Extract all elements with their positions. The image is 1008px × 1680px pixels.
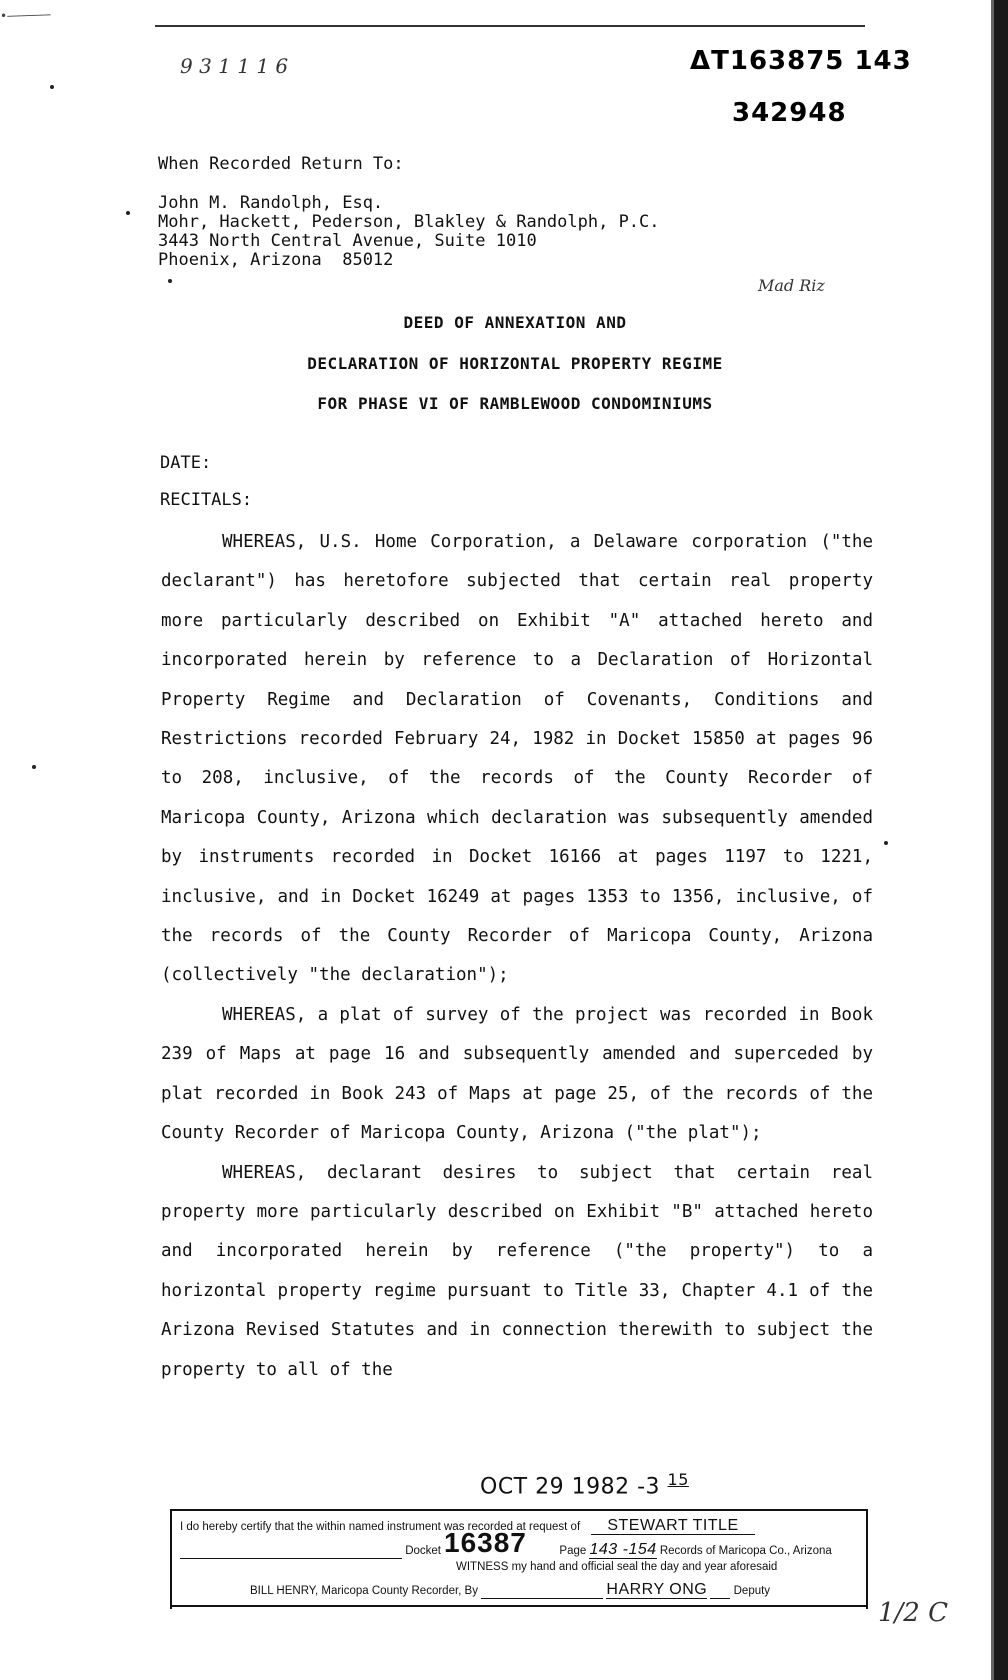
top-scribble: •—————— — [0, 7, 51, 23]
recital-paragraph: WHEREAS, a plat of survey of the project was recorded in Book 239 of Maps at page 16 and subsequently amended and superceded by plat recorded in Book 243 of Maps at page 25, of the records of the County Recorder of Maricopa County, Arizona ("the plat"); — [161, 1004, 873, 1144]
recording-stamp-number: ΔΤ163875 143 — [690, 46, 912, 76]
received-time-separator: -3 — [637, 1474, 661, 1500]
page-label: Page — [559, 1545, 587, 1557]
return-to-line: John M. Randolph, Esq. — [158, 193, 384, 213]
return-to-heading: When Recorded Return To: — [158, 154, 404, 174]
recording-stamp-number-2: 342948 — [732, 98, 847, 128]
scan-edge-shadow — [991, 0, 994, 1680]
certificate-foot — [170, 1603, 868, 1609]
blank-line — [710, 1584, 730, 1599]
records-text: Records of Maricopa Co., Arizona — [659, 1545, 832, 1557]
recorder-certificate — [170, 1509, 868, 1607]
docket-label: Docket — [405, 1545, 441, 1557]
blank-line — [481, 1584, 603, 1599]
received-minutes: 15 — [667, 1470, 689, 1489]
recorder-text: BILL HENRY, Maricopa County Recorder, By — [250, 1585, 478, 1597]
requested-by: STEWART TITLE — [591, 1517, 754, 1535]
scan-speck — [126, 211, 130, 215]
recital-paragraph: WHEREAS, U.S. Home Corporation, a Delaware corporation ("the declarant") has heretofore subjected that certain real property more particularly described on Exhibit "A" attached hereto and incorporated herein by reference to a Declaration of Horizontal Property Regime and Declaration of Covenants, Conditions and Restrictions recorded February 24, 1982 in Docket 15850 at pages 96 to 208, inclusive, of the records of the County Recorder of Maricopa County, Arizona which declaration was subsequently amended by instruments recorded in Docket 16166 at pages 1197 to 1221, inclusive, and in Docket 16249 at pages 1353 to 1356, inclusive, of the records of the County Recorder of Maricopa County, Arizona (collectively "the declaration"); — [161, 532, 873, 986]
return-to-line: Phoenix, Arizona 85012 — [158, 250, 394, 270]
return-to-line: Mohr, Hackett, Pederson, Blakley & Randolph, P.C. — [158, 212, 660, 232]
received-date-stamp — [480, 1470, 689, 1499]
docket-number: 16387 — [444, 1527, 527, 1558]
deputy-name: HARRY ONG — [606, 1581, 708, 1598]
return-to-line: 3443 North Central Avenue, Suite 1010 — [158, 231, 537, 251]
blank-line — [180, 1544, 402, 1559]
page-range: 143 -154 — [589, 1541, 657, 1558]
recitals-body — [161, 523, 873, 1390]
scan-speck — [32, 765, 36, 769]
deputy-label: Deputy — [733, 1585, 771, 1597]
date-label: DATE: — [160, 453, 212, 473]
document-title-line3: FOR PHASE VI OF RAMBLEWOOD CONDOMINIUMS — [317, 394, 713, 413]
certify-text: I do hereby certify that the within named instrument was recorded at request of — [180, 1521, 581, 1533]
scan-speck — [50, 85, 54, 89]
handwritten-number: 9 3 1 1 1 6 — [180, 54, 289, 78]
margin-initials: Mad Riz — [758, 276, 825, 295]
scan-edge-bar — [994, 0, 1008, 1680]
document-title-line1: DEED OF ANNEXATION AND — [403, 313, 627, 332]
recitals-label: RECITALS: — [160, 490, 253, 510]
recital-paragraph: WHEREAS, declarant desires to subject that certain real property more particularly described on Exhibit "B" attached hereto and incorporated herein by reference ("the property") to a horizontal property regime pursuant to Title 33, Chapter 4.1 of the Arizona Revised Statutes and in connection therewith to subject the property to all of the — [161, 1162, 873, 1380]
top-rule — [155, 25, 865, 27]
received-date: OCT 29 1982 — [480, 1474, 630, 1500]
scan-speck — [884, 841, 888, 845]
document-title-line2: DECLARATION OF HORIZONTAL PROPERTY REGIME — [307, 354, 723, 373]
margin-note: 1/2 C — [878, 1598, 949, 1628]
witness-text: WITNESS my hand and official seal the day and year aforesaid — [456, 1561, 778, 1573]
scan-speck — [168, 279, 172, 283]
